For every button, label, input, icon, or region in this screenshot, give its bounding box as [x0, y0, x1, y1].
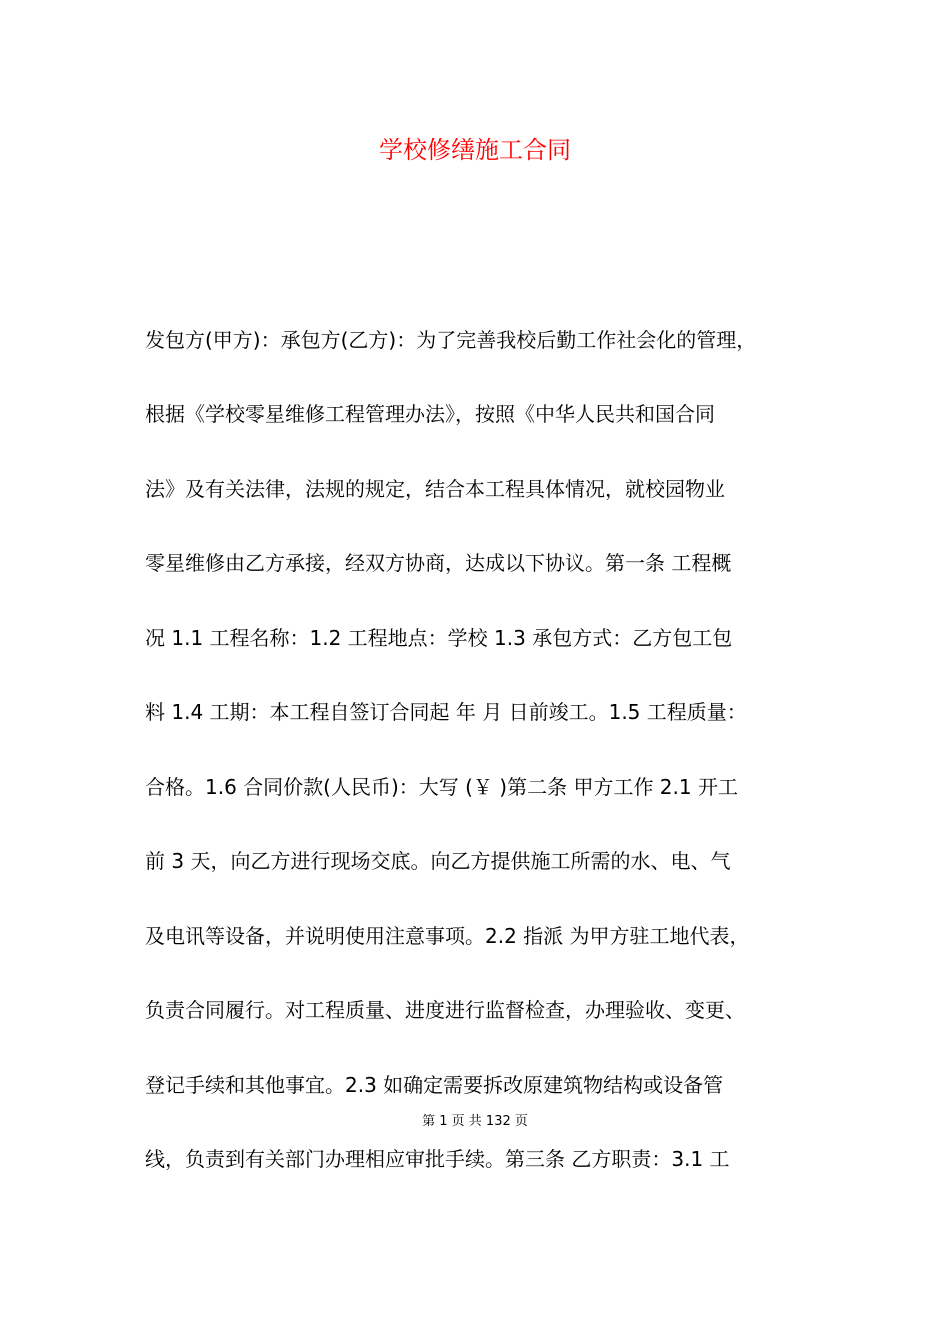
body-line: 负责合同履行。对工程质量、进度进行监督检查，办理验收、变更、	[145, 998, 745, 1022]
body-line: 线，负责到有关部门办理相应审批手续。第三条 乙方职责：3.1 工	[145, 1147, 730, 1171]
body-line: 料 1.4 工期：本工程自签订合同起 年 月 日前竣工。1.5 工程质量：	[145, 700, 747, 724]
body-line: 登记手续和其他事宜。2.3 如确定需要拆改原建筑物结构或设备管	[145, 1073, 724, 1097]
body-line: 发包方(甲方)：承包方(乙方)：为了完善我校后勤工作社会化的管理，	[145, 328, 757, 352]
body-line: 及电讯等设备，并说明使用注意事项。2.2 指派 为甲方驻工地代表，	[145, 924, 750, 948]
body-line: 况 1.1 工程名称：1.2 工程地点：学校 1.3 承包方式：乙方包工包	[145, 626, 733, 650]
body-line: 根据《学校零星维修工程管理办法》，按照《中华人民共和国合同	[145, 402, 715, 426]
body-line: 前 3 天，向乙方进行现场交底。向乙方提供施工所需的水、电、气	[145, 849, 731, 873]
page-number-footer: 第 1 页 共 132 页	[422, 1114, 528, 1129]
document-title: 学校修缮施工合同	[379, 136, 571, 164]
body-line: 合格。1.6 合同价款(人民币)：大写 (￥ )第二条 甲方工作 2.1 开工	[145, 775, 738, 799]
body-line: 法》及有关法律，法规的规定，结合本工程具体情况，就校园物业	[145, 477, 725, 501]
body-line: 零星维修由乙方承接，经双方协商，达成以下协议。第一条 工程概	[145, 551, 732, 575]
